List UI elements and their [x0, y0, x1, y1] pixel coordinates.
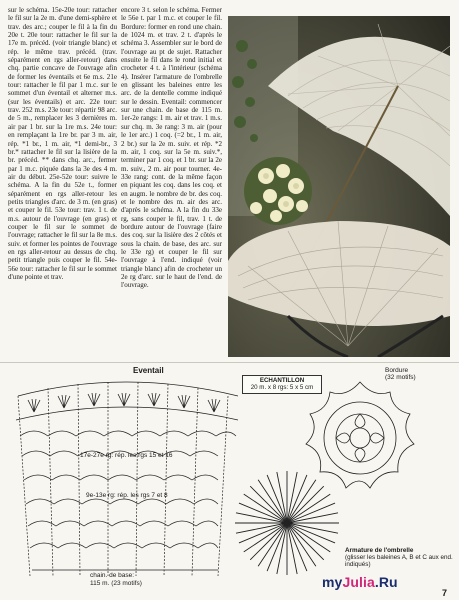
- watermark-suffix: .Ru: [374, 574, 398, 590]
- parasol-illustration: [228, 16, 450, 357]
- flower-bouquet: [244, 157, 312, 225]
- diagram-title: Eventail: [133, 366, 164, 375]
- section-divider: [0, 362, 459, 363]
- bordure-label: [385, 367, 416, 382]
- armature-caption: [345, 547, 453, 569]
- armature-spoke: [287, 523, 324, 560]
- site-watermark: [322, 574, 398, 590]
- eventail-chart: [8, 376, 240, 590]
- page-number: 7: [441, 588, 447, 598]
- armature-diagram: [232, 468, 342, 578]
- watermark-prefix: my: [322, 574, 343, 590]
- instructions-text-2: encore 3 t. selon le schéma. Fermer le 56e t. par 1 m.c. et couper le fil. Bordure: former en rond une chain. de 1024 m. et trav. 2 t. d'après le schéma 3. Assembler sur le bord de l'ouvrage au pt de sujet. Rattacher ensuite le fil dans le rond initial et crocheter 4 t. à l'intérieur (schéma 4). Insérer l'armature de l'ombrelle en glissant les baleines entre les arc. de la dentelle comme indiqué sur le dessin. Eventail: commencer sur une chain. de base de 115 m. 1er-2e rangs: 1 m. air et trav. 1 m.s. sur chq. m. 3e rang: 3 m. air (pour le 1er arc.) 1 coq. (=2 br., 1 m. air, 2 br.) sur la 2e m. suiv. et rép. *2 m. air, 1 coq. sur la 5e m. suiv.*, terminer par 1 coq. et 1 br. sur la 2e m. suiv., 2 m. air pour tourner. 4e-33e rang: cont. de la même façon en piquant les coq. dans les coq. et en augm. le nombre de br. des coq. et le nombre des m. air des arc. d'après le schéma. A la fin du 33e rg, sans couper le fil, trav. 1 t. de bordure autour de l'ouvrage (faire des coq. sur la lisière des 2 côtés et sous la chain. de base, des arc. sur le 33e rg) et couper le fil sur l'ouvrage à l'end. indiqué (voir triangle blanc) afin de crocheter un 2e rg d'arc. sur le haut de l'end. de l'ouvrage.: [121, 6, 222, 290]
- parasol-photo: [228, 16, 450, 357]
- label-rows-17-27: 17e-27e rg: rép. les rgs 15 et 16: [80, 452, 173, 459]
- bordure-title: Bordure: [385, 367, 409, 374]
- armature-spoke: [250, 523, 287, 560]
- chain-base-label: chain. de base:: [90, 572, 135, 579]
- watermark-accent: Julia: [342, 574, 375, 590]
- instructions-text-1: sur le schéma. 15e-20e tour: rattacher le fil sur la 2e m. d'une demi-sphère et trav. des arc.; couper le fil à la fin du 20e t. 20e tour: rattacher le fil sur la 17e m. précéd. (voir triangle blanc) et rép. le même trav. précéd. (trav. séparément en rgs aller-retour) dans chq. partie concave de l'ouvrage afin de former les éventails et 6e m.s. 21e tour: rattacher le fil par 1 m.c. sur le sommet d'un éventail et alterner m.s. (sur les éventails) et arc. 22e tour: trav. 252 m.s. 23e tour: répartir 98 arc. de 5 m., remplacer les 3 dernières m. air par 1 br. sur la 1re m.s. 24e tour: en remplaçant la 1re br. par 3 m. air, rép. *1 br., 1 m. air, *1 demi-br., 3 br.* rattacher le fil sur la lisière de la br. précéd. ** dans chq. arc., fermer par 1 m.c. piquée dans la 3e des 4 m. air du début. 25e-52e tour: suivre le schéma. A la fin du 52e t., former séparément en rgs aller-retour les petits triangles d'arc. de 3 m. (en gras) et couper le fil. 53e tour: trav. 1 t. de m.s. autour de l'ouvrage (en gras) et couper le fil sur le sommet de l'ouvrage; rattacher le fil sur la 8e m.s. suiv. et former les pointes de l'ouvrage en rgs aller-retour au dessus de chq. petit triangle puis couper le fil. 54e-56e tour: rattacher le fil sur le sommet d'une pointe et trav.: [8, 6, 117, 281]
- label-rows-9-13: 9e-13e rg: rép. les rgs 7 et 8: [86, 492, 168, 499]
- armature-spoke: [287, 486, 324, 523]
- echantillon-body: 20 m. x 8 rgs: 5 x 5 cm: [250, 384, 314, 391]
- bordure-motifs: (32 motifs): [385, 374, 416, 382]
- echantillon-title: ECHANTILLON: [259, 377, 305, 384]
- instructions-column-2: [121, 6, 222, 290]
- armature-title: Armature de l'ombrelle: [345, 547, 414, 554]
- chain-base-count: 115 m. (23 motifs): [90, 580, 142, 587]
- armature-body: (glisser les baleines A, B et C aux end. indiqués): [345, 554, 453, 569]
- armature-spoke: [250, 486, 287, 523]
- instructions-column-1: [8, 6, 117, 281]
